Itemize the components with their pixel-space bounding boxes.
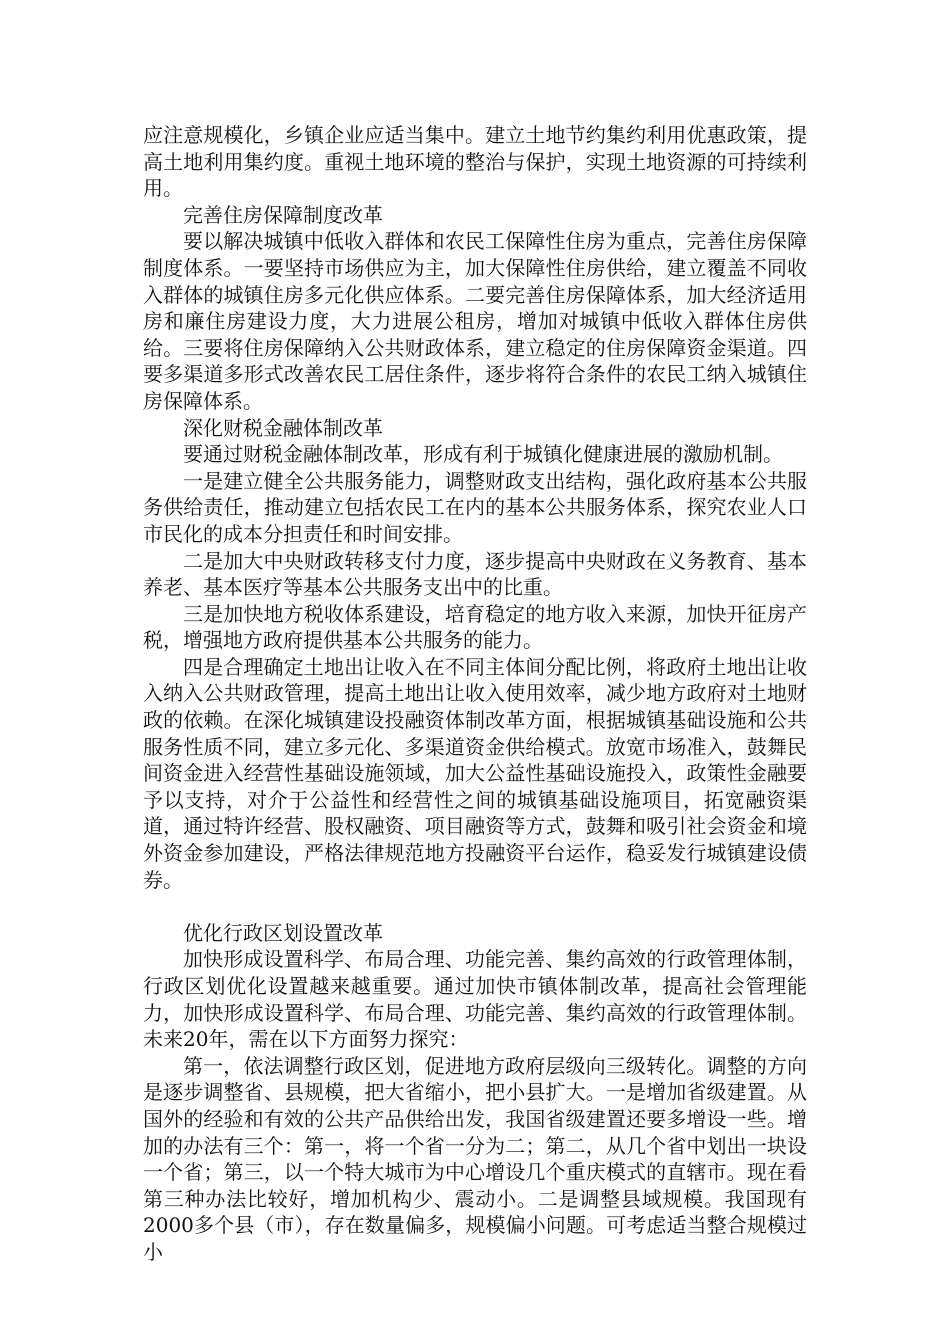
- heading-fiscal-finance-reform: 深化财税金融体制改革: [183, 415, 383, 440]
- heading-administrative-division-reform: 优化行政区划设置改革: [183, 920, 383, 945]
- document-page: [143, 122, 807, 1266]
- paragraph-fiscal-point-3: 三是加快地方税收体系建设，培育稳定的地方收入来源，加快开征房产税，增强地方政府提供基本公共服务的能力。: [143, 601, 807, 653]
- paragraph-admin-first: 第一，依法调整行政区划，促进地方政府层级向三级转化。调整的方向是逐步调整省、县规模，把大省缩小，把小县扩大。一是增加省级建置。从国外的经验和有效的公共产品供给出发，我国省级建置还要多增设一些。增加的办法有三个：第一，将一个省一分为二；第二，从几个省中划出一块设一个省；第三，以一个特大城市为中心增设几个重庆模式的直辖市。现在看第三种办法比较好，增加机构少、震动小。二是调整县域规模。我国现有2000多个县（市），存在数量偏多，规模偏小问题。可考虑适当整合规模过小: [143, 1053, 807, 1264]
- paragraph-fiscal-point-1: 一是建立健全公共服务能力，调整财政支出结构，强化政府基本公共服务供给责任，推动建立包括农民工在内的基本公共服务体系，探究农业人口市民化的成本分担责任和时间安排。: [143, 468, 807, 546]
- paragraph-fiscal-point-4: 四是合理确定土地出让收入在不同主体间分配比例，将政府土地出让收入纳入公共财政管理，提高土地出让收入使用效率，减少地方政府对土地财政的依赖。在深化城镇建设投融资体制改革方面，根据城镇基础设施和公共服务性质不同，建立多元化、多渠道资金供给模式。放宽市场准入，鼓舞民间资金进入经营性基础设施领域，加大公益性基础设施投入，政策性金融要予以支持，对介于公益性和经营性之间的城镇基础设施项目，拓宽融资渠道，通过特许经营、股权融资、项目融资等方式，鼓舞和吸引社会资金和境外资金参加建设，严格法律规范地方投融资平台运作，稳妥发行城镇建设债券。: [143, 654, 807, 892]
- paragraph-land-policy: 应注意规模化，乡镇企业应适当集中。建立土地节约集约利用优惠政策，提高土地利用集约度。重视土地环境的整治与保护，实现土地资源的可持续利用。: [143, 123, 807, 201]
- paragraph-housing-system: 要以解决城镇中低收入群体和农民工保障性住房为重点，完善住房保障制度体系。一要坚持市场供应为主，加大保障性住房供给，建立覆盖不同收入群体的城镇住房多元化供应体系。二要完善住房保障体系，加大经济适用房和廉住房建设力度，大力进展公租房，增加对城镇中低收入群体住房供给。三要将住房保障纳入公共财政体系，建立稳定的住房保障资金渠道。四要多渠道多形式改善农民工居住条件，逐步将符合条件的农民工纳入城镇住房保障体系。: [143, 229, 807, 413]
- heading-housing-reform: 完善住房保障制度改革: [183, 202, 383, 227]
- paragraph-fiscal-point-2: 二是加大中央财政转移支付力度，逐步提高中央财政在义务教育、基本养老、基本医疗等基本公共服务支出中的比重。: [143, 548, 807, 600]
- paragraph-fiscal-intro: 要通过财税金融体制改革，形成有利于城镇化健康进展的激励机制。: [183, 442, 783, 467]
- paragraph-admin-intro: 加快形成设置科学、布局合理、功能完善、集约高效的行政管理体制，行政区划优化设置越来越重要。通过加快市镇体制改革，提高社会管理能力，加快形成设置科学、布局合理、功能完善、集约高效的行政管理体制。未来20年，需在以下方面努力探究：: [143, 947, 807, 1052]
